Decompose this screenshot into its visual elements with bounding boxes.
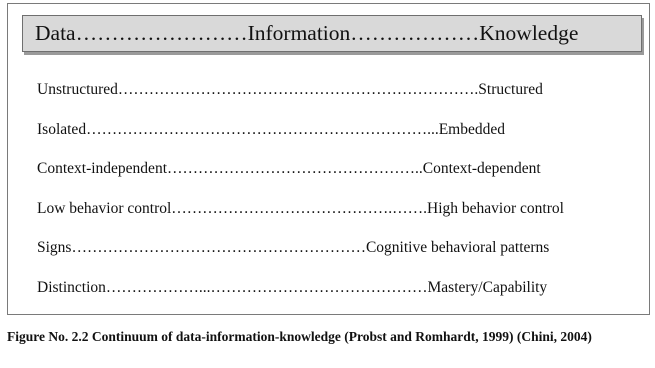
figure-caption: Figure No. 2.2 Continuum of data-information-knowledge (Probst and Romhardt, 1999) (Chini, 2004) (7, 329, 592, 344)
continuum-row-distinction: Distinction………………...……………………………………Mastery/Capability (37, 278, 548, 296)
figure-frame (7, 3, 650, 315)
continuum-row-behavior-control: Low behavior control…………………………………….…….High behavior control (37, 199, 564, 217)
continuum-row-signs: Signs…………………………………………………Cognitive behavioral patterns (37, 239, 550, 256)
continuum-rows (37, 80, 641, 317)
continuum-banner (22, 15, 642, 52)
banner-text: Data……………………Information………………Knowledge (35, 21, 579, 45)
continuum-row-isolated: Isolated…………………………………………………………...Embedded (37, 120, 505, 138)
continuum-row-context: Context-independent…………………………………………..Context-dependent (37, 160, 541, 177)
continuum-row-unstructured: Unstructured…………………………………………………………….Structured (37, 81, 543, 98)
